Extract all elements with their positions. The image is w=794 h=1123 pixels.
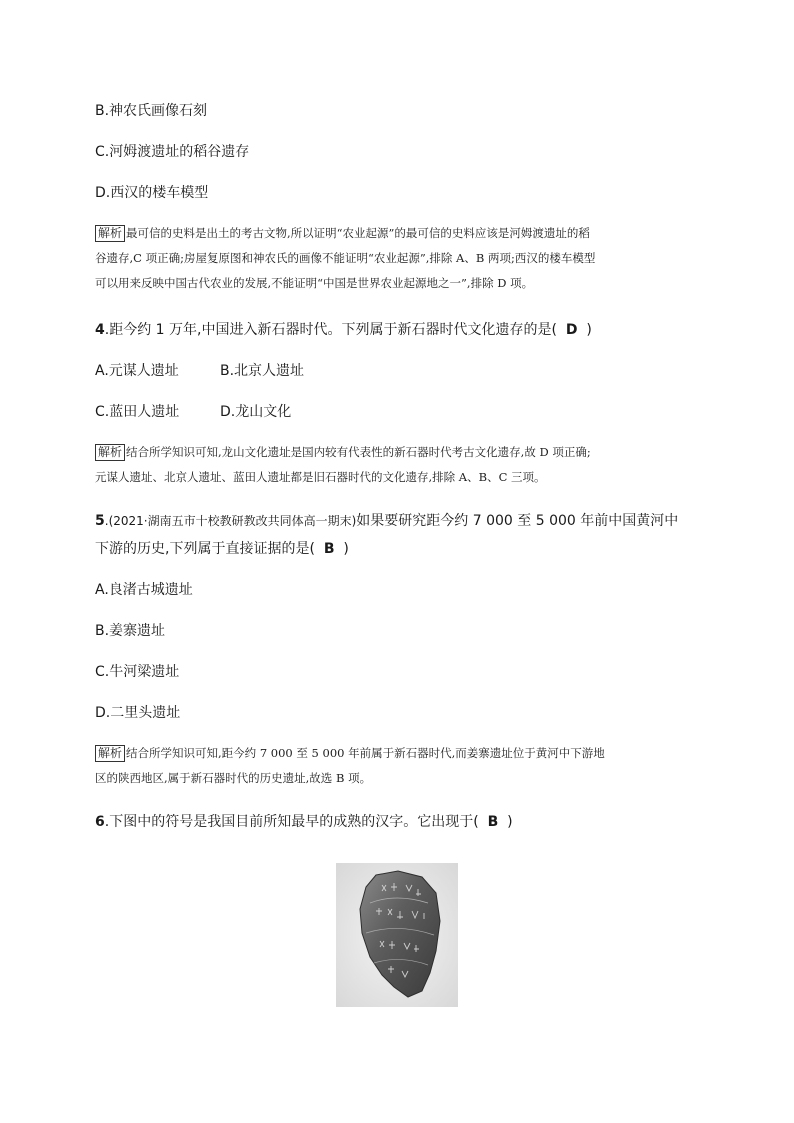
question-6-stem (95, 813, 513, 831)
option-d: D.二里头遗址 (95, 705, 181, 721)
explanation-tag: 解析 (95, 444, 125, 461)
explanation-line: 结合所学知识可知,距今约 7 000 至 5 000 年前属于新石器时代,而姜寨遗址位于黄河中下游地 (126, 746, 605, 760)
option-c: C.河姆渡遗址的稻谷遗存 (95, 144, 250, 160)
option-c: C.牛河梁遗址 (95, 664, 180, 680)
question-5-stem-cont (95, 540, 349, 558)
option-b: B.北京人遗址 (220, 363, 305, 379)
explanation-tag: 解析 (95, 745, 125, 762)
question-text: 如果要研究距今约 7 000 至 5 000 年前中国黄河中 (356, 513, 679, 529)
answer: B (487, 814, 499, 830)
paren-close: ) (343, 541, 349, 557)
explanation-line: 最可信的史料是出土的考古文物,所以证明“农业起源”的最可信的史料应该是河姆渡遗址的稻 (126, 226, 590, 240)
answer: B (323, 541, 335, 557)
answer: D (565, 322, 578, 338)
explanation-tag: 解析 (95, 225, 125, 242)
option-d: D.龙山文化 (220, 404, 292, 420)
question-number: 6 (95, 814, 105, 830)
explanation-line: 结合所学知识可知,龙山文化遗址是国内较有代表性的新石器时代考古文化遗存,故 D 项正确; (126, 445, 591, 459)
question-number: 5 (95, 513, 105, 529)
paren-close: ) (586, 322, 592, 338)
question-number: 4 (95, 322, 105, 338)
option-a: A.良渚古城遗址 (95, 582, 193, 598)
explanation-line: 元谋人遗址、北京人遗址、蓝田人遗址都是旧石器时代的文化遗存,排除 A、B、C 三项。 (95, 470, 546, 484)
question-text: .距今约 1 万年,中国进入新石器时代。下列属于新石器时代文化遗存的是( (104, 322, 557, 338)
question-5-stem (95, 512, 678, 530)
question-source: .(2021·湖南五市十校教研教改共同体高一期末) (104, 514, 357, 528)
question-text: .下图中的符号是我国目前所知最早的成熟的汉字。它出现于( (104, 814, 479, 830)
explanation-line: 谷遗存,C 项正确;房屋复原图和神农氏的画像不能证明“农业起源”,排除 A、B 两项;西汉的楼车模型 (95, 251, 596, 265)
option-a: A.元谋人遗址 (95, 363, 179, 379)
question-4-stem (95, 321, 592, 339)
explanation-line: 可以用来反映中国古代农业的发展,不能证明“中国是世界农业起源地之一”,排除 D 项。 (95, 276, 534, 290)
question-text: 下游的历史,下列属于直接证据的是( (95, 541, 315, 557)
oracle-bone-image (336, 863, 458, 1007)
q5-explanation (95, 741, 700, 791)
q4-explanation (95, 440, 700, 490)
option-c: C.蓝田人遗址 (95, 404, 180, 420)
q3-explanation (95, 221, 700, 296)
option-d: D.西汉的楼车模型 (95, 185, 209, 201)
option-b: B.神农氏画像石刻 (95, 103, 208, 119)
paren-close: ) (507, 814, 513, 830)
oracle-bone-illustration (336, 863, 458, 1007)
explanation-line: 区的陕西地区,属于新石器时代的历史遗址,故选 B 项。 (95, 771, 372, 785)
option-b: B.姜寨遗址 (95, 623, 166, 639)
